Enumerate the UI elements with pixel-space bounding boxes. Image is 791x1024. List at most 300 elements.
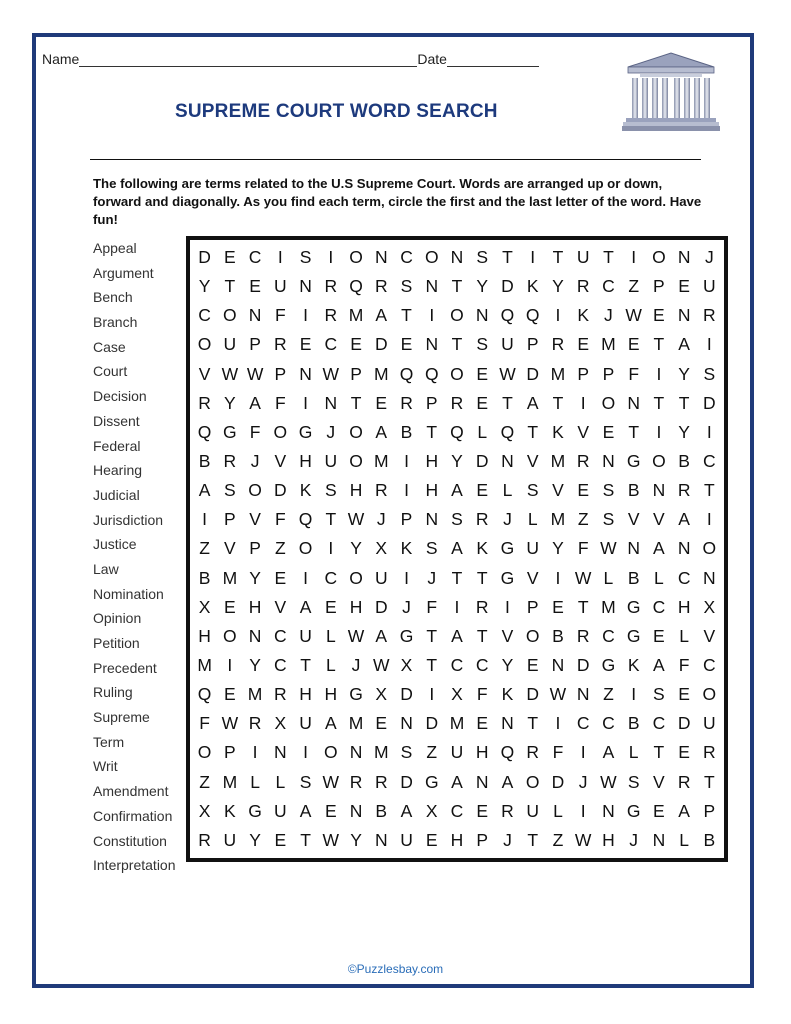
grid-letter[interactable]: X [400, 655, 413, 676]
grid-letter[interactable]: U [526, 538, 540, 559]
grid-letter[interactable]: G [626, 625, 641, 646]
grid-letter[interactable]: Q [525, 305, 540, 326]
grid-letter[interactable]: U [501, 334, 514, 355]
grid-letter[interactable]: L [654, 567, 664, 588]
grid-letter[interactable]: L [679, 829, 689, 850]
grid-letter[interactable]: U [703, 276, 716, 297]
grid-letter[interactable]: V [526, 567, 539, 588]
grid-letter[interactable]: A [400, 800, 413, 821]
grid-letter[interactable]: R [374, 480, 388, 501]
grid-letter[interactable]: M [601, 596, 616, 617]
grid-letter[interactable]: E [350, 334, 362, 355]
grid-letter[interactable]: E [602, 421, 615, 442]
grid-letter[interactable]: M [550, 451, 566, 472]
grid-letter[interactable]: D [703, 392, 716, 413]
grid-letter[interactable]: N [501, 451, 514, 472]
grid-letter[interactable]: X [198, 596, 211, 617]
grid-letter[interactable]: B [703, 829, 716, 850]
grid-letter[interactable]: R [450, 392, 464, 413]
grid-letter[interactable]: N [425, 276, 439, 297]
grid-letter[interactable]: I [277, 247, 283, 268]
grid-letter[interactable]: F [426, 596, 438, 617]
grid-letter[interactable]: I [303, 567, 308, 588]
grid-letter[interactable]: K [476, 538, 489, 559]
grid-letter[interactable]: W [322, 363, 340, 384]
grid-letter[interactable]: O [525, 771, 540, 792]
grid-letter[interactable]: Y [678, 363, 690, 384]
grid-letter[interactable]: A [653, 655, 665, 676]
grid-letter[interactable]: C [248, 247, 262, 268]
grid-letter[interactable]: A [375, 421, 388, 442]
grid-letter[interactable]: M [247, 684, 263, 705]
grid-letter[interactable]: D [400, 771, 413, 792]
grid-letter[interactable]: I [530, 247, 536, 268]
grid-letter[interactable]: V [653, 771, 665, 792]
grid-letter[interactable]: T [704, 771, 715, 792]
grid-letter[interactable]: T [653, 392, 665, 413]
grid-letter[interactable]: S [400, 742, 413, 763]
grid-letter[interactable]: R [198, 829, 211, 850]
grid-letter[interactable]: S [627, 771, 640, 792]
grid-letter[interactable]: N [248, 305, 262, 326]
grid-letter[interactable]: W [625, 305, 642, 326]
grid-letter[interactable]: N [425, 334, 439, 355]
grid-letter[interactable]: M [550, 509, 566, 530]
grid-letter[interactable]: H [198, 625, 211, 646]
grid-letter[interactable]: I [505, 596, 510, 617]
grid-letter[interactable]: C [274, 625, 287, 646]
grid-letter[interactable]: C [274, 655, 287, 676]
grid-letter[interactable]: P [526, 334, 539, 355]
grid-letter[interactable]: V [249, 509, 261, 530]
grid-letter[interactable]: W [221, 713, 239, 734]
grid-letter[interactable]: N [374, 829, 388, 850]
grid-letter[interactable]: S [476, 334, 489, 355]
grid-letter[interactable]: A [324, 713, 337, 734]
grid-letter[interactable]: N [652, 480, 666, 501]
grid-letter[interactable]: R [400, 392, 413, 413]
grid-letter[interactable]: G [626, 596, 641, 617]
grid-letter[interactable]: J [351, 655, 361, 676]
grid-letter[interactable]: R [349, 771, 363, 792]
grid-letter[interactable]: R [274, 684, 287, 705]
grid-letter[interactable]: J [578, 771, 588, 792]
grid-letter[interactable]: Q [197, 421, 212, 442]
grid-letter[interactable]: I [202, 509, 208, 530]
grid-letter[interactable]: R [677, 480, 691, 501]
grid-letter[interactable]: T [603, 247, 614, 268]
grid-letter[interactable]: C [324, 567, 338, 588]
grid-letter[interactable]: P [274, 363, 287, 384]
grid-letter[interactable]: Z [577, 509, 589, 530]
grid-letter[interactable]: U [223, 334, 237, 355]
grid-letter[interactable]: X [703, 596, 716, 617]
grid-letter[interactable]: R [501, 800, 514, 821]
grid-letter[interactable]: C [198, 305, 211, 326]
grid-letter[interactable]: W [549, 684, 567, 705]
grid-letter[interactable]: I [656, 421, 662, 442]
grid-letter[interactable]: C [602, 713, 615, 734]
grid-letter[interactable]: T [527, 829, 539, 850]
grid-letter[interactable]: S [703, 363, 716, 384]
grid-letter[interactable]: V [653, 509, 665, 530]
grid-letter[interactable]: B [198, 567, 211, 588]
grid-letter[interactable]: B [678, 451, 690, 472]
grid-letter[interactable]: S [526, 480, 539, 501]
grid-letter[interactable]: H [248, 596, 262, 617]
grid-letter[interactable]: N [627, 538, 640, 559]
grid-letter[interactable]: D [475, 451, 489, 472]
grid-letter[interactable]: F [577, 538, 589, 559]
grid-letter[interactable]: B [198, 451, 211, 472]
grid-letter[interactable]: M [449, 713, 465, 734]
grid-letter[interactable]: N [349, 742, 363, 763]
grid-letter[interactable]: W [221, 363, 239, 384]
grid-letter[interactable]: F [476, 684, 488, 705]
grid-letter[interactable]: E [526, 655, 539, 676]
grid-letter[interactable]: R [324, 276, 338, 297]
grid-letter[interactable]: G [298, 421, 313, 442]
grid-letter[interactable]: E [476, 800, 489, 821]
grid-letter[interactable]: C [652, 713, 666, 734]
grid-letter[interactable]: P [602, 363, 615, 384]
grid-letter[interactable]: W [373, 655, 390, 676]
grid-letter[interactable]: O [450, 363, 464, 384]
grid-letter[interactable]: T [426, 421, 438, 442]
grid-letter[interactable]: W [322, 771, 340, 792]
grid-letter[interactable]: D [374, 334, 388, 355]
grid-letter[interactable]: F [274, 305, 286, 326]
grid-letter[interactable]: R [703, 742, 716, 763]
date-field[interactable] [447, 54, 539, 67]
grid-letter[interactable]: V [274, 451, 287, 472]
grid-letter[interactable]: M [601, 334, 616, 355]
grid-letter[interactable]: V [526, 451, 539, 472]
grid-letter[interactable]: E [400, 334, 413, 355]
grid-letter[interactable]: Z [628, 276, 640, 297]
grid-letter[interactable]: B [375, 800, 388, 821]
grid-letter[interactable]: P [224, 509, 236, 530]
grid-letter[interactable]: R [576, 625, 590, 646]
grid-letter[interactable]: C [703, 451, 716, 472]
grid-letter[interactable]: J [604, 305, 613, 326]
grid-letter[interactable]: E [324, 800, 337, 821]
grid-letter[interactable]: L [553, 800, 563, 821]
grid-letter[interactable]: Y [249, 567, 261, 588]
grid-letter[interactable]: H [299, 451, 312, 472]
grid-letter[interactable]: A [678, 509, 690, 530]
grid-letter[interactable]: D [551, 771, 565, 792]
grid-letter[interactable]: K [552, 421, 564, 442]
grid-letter[interactable]: Q [424, 363, 439, 384]
grid-letter[interactable]: O [223, 305, 237, 326]
grid-letter[interactable]: Y [476, 276, 489, 297]
grid-letter[interactable]: Z [274, 538, 286, 559]
grid-letter[interactable]: T [451, 567, 463, 588]
grid-letter[interactable]: X [198, 800, 211, 821]
grid-letter[interactable]: J [503, 509, 512, 530]
grid-letter[interactable]: K [526, 276, 539, 297]
grid-letter[interactable]: R [526, 742, 540, 763]
grid-letter[interactable]: C [602, 276, 615, 297]
grid-letter[interactable]: A [451, 480, 463, 501]
grid-letter[interactable]: O [652, 247, 666, 268]
grid-letter[interactable]: I [429, 684, 435, 705]
grid-letter[interactable]: N [299, 363, 312, 384]
grid-letter[interactable]: R [677, 771, 691, 792]
grid-letter[interactable]: T [350, 392, 362, 413]
grid-letter[interactable]: T [653, 334, 665, 355]
grid-letter[interactable]: T [502, 247, 513, 268]
grid-letter[interactable]: L [275, 771, 286, 792]
grid-letter[interactable]: U [374, 567, 388, 588]
grid-letter[interactable]: O [197, 742, 212, 763]
grid-letter[interactable]: U [274, 276, 287, 297]
grid-letter[interactable]: A [678, 334, 690, 355]
grid-letter[interactable]: K [501, 684, 514, 705]
grid-letter[interactable]: E [375, 713, 388, 734]
grid-letter[interactable]: X [375, 684, 388, 705]
grid-letter[interactable]: W [574, 829, 592, 850]
grid-letter[interactable]: N [475, 305, 489, 326]
grid-letter[interactable]: E [224, 684, 236, 705]
grid-letter[interactable]: R [248, 713, 262, 734]
grid-letter[interactable]: W [600, 771, 617, 792]
grid-letter[interactable]: T [628, 421, 640, 442]
grid-letter[interactable]: N [576, 684, 590, 705]
grid-letter[interactable]: J [629, 829, 639, 850]
grid-letter[interactable]: M [550, 363, 566, 384]
grid-letter[interactable]: E [299, 334, 312, 355]
grid-letter[interactable]: C [450, 800, 464, 821]
grid-letter[interactable]: W [574, 567, 592, 588]
grid-letter[interactable]: B [627, 713, 640, 734]
grid-letter[interactable]: L [325, 625, 336, 646]
grid-letter[interactable]: P [526, 596, 539, 617]
grid-letter[interactable]: B [627, 567, 640, 588]
grid-letter[interactable]: T [224, 276, 236, 297]
grid-letter[interactable]: E [552, 596, 564, 617]
grid-letter[interactable]: J [250, 451, 260, 472]
grid-letter[interactable]: D [274, 480, 287, 501]
grid-letter[interactable]: F [274, 509, 286, 530]
grid-letter[interactable]: M [348, 713, 364, 734]
grid-letter[interactable]: I [404, 451, 409, 472]
grid-letter[interactable]: S [602, 480, 615, 501]
grid-letter[interactable]: O [298, 538, 313, 559]
grid-letter[interactable]: O [601, 392, 616, 413]
grid-letter[interactable]: U [450, 742, 464, 763]
grid-letter[interactable]: E [678, 276, 690, 297]
grid-letter[interactable]: E [324, 596, 337, 617]
grid-letter[interactable]: I [631, 247, 637, 268]
grid-letter[interactable]: Y [552, 276, 564, 297]
grid-letter[interactable]: N [551, 655, 565, 676]
grid-letter[interactable]: A [678, 800, 690, 821]
grid-letter[interactable]: R [475, 596, 489, 617]
grid-letter[interactable]: H [425, 480, 439, 501]
grid-letter[interactable]: Y [552, 538, 564, 559]
grid-letter[interactable]: D [526, 684, 540, 705]
grid-letter[interactable]: S [224, 480, 236, 501]
grid-letter[interactable]: T [502, 392, 513, 413]
grid-letter[interactable]: E [627, 334, 640, 355]
grid-letter[interactable]: H [425, 451, 439, 472]
grid-letter[interactable]: U [576, 247, 590, 268]
grid-letter[interactable]: N [400, 713, 413, 734]
grid-letter[interactable]: E [476, 713, 489, 734]
grid-letter[interactable]: E [678, 742, 690, 763]
grid-letter[interactable]: O [349, 247, 363, 268]
grid-letter[interactable]: O [652, 451, 666, 472]
grid-letter[interactable]: K [224, 800, 236, 821]
grid-letter[interactable]: N [475, 771, 489, 792]
grid-letter[interactable]: M [222, 771, 238, 792]
grid-letter[interactable]: I [227, 655, 233, 676]
grid-letter[interactable]: A [249, 392, 261, 413]
grid-letter[interactable]: S [476, 247, 489, 268]
grid-letter[interactable]: T [426, 625, 438, 646]
grid-letter[interactable]: Q [349, 276, 363, 297]
grid-letter[interactable]: I [328, 247, 334, 268]
grid-letter[interactable]: A [653, 538, 665, 559]
grid-letter[interactable]: R [198, 392, 211, 413]
grid-letter[interactable]: F [199, 713, 210, 734]
grid-letter[interactable]: E [375, 392, 388, 413]
grid-letter[interactable]: V [501, 625, 514, 646]
grid-letter[interactable]: E [653, 305, 665, 326]
grid-letter[interactable]: L [679, 625, 689, 646]
grid-letter[interactable]: U [400, 829, 413, 850]
grid-letter[interactable]: G [223, 421, 237, 442]
grid-letter[interactable]: P [653, 276, 665, 297]
grid-letter[interactable]: C [652, 596, 666, 617]
grid-letter[interactable]: I [555, 713, 561, 734]
grid-letter[interactable]: T [704, 480, 715, 501]
grid-letter[interactable]: W [322, 829, 340, 850]
grid-letter[interactable]: S [299, 247, 312, 268]
grid-letter[interactable]: A [526, 392, 539, 413]
grid-letter[interactable]: X [425, 800, 438, 821]
grid-letter[interactable]: S [602, 509, 615, 530]
grid-letter[interactable]: L [502, 480, 513, 501]
grid-letter[interactable]: R [324, 305, 338, 326]
grid-letter[interactable]: H [475, 742, 489, 763]
grid-letter[interactable]: B [627, 480, 640, 501]
grid-letter[interactable]: E [476, 363, 489, 384]
grid-letter[interactable]: T [300, 655, 311, 676]
grid-letter[interactable]: L [603, 567, 614, 588]
grid-letter[interactable]: I [706, 509, 712, 530]
grid-letter[interactable]: O [273, 421, 288, 442]
grid-letter[interactable]: N [677, 538, 691, 559]
grid-letter[interactable]: T [678, 392, 690, 413]
grid-letter[interactable]: Z [552, 829, 564, 850]
grid-letter[interactable]: N [248, 625, 262, 646]
grid-letter[interactable]: T [552, 392, 564, 413]
grid-letter[interactable]: F [249, 421, 261, 442]
grid-letter[interactable]: N [324, 392, 338, 413]
grid-letter[interactable]: J [704, 247, 714, 268]
grid-letter[interactable]: G [601, 655, 616, 676]
grid-letter[interactable]: F [628, 363, 640, 384]
grid-letter[interactable]: L [628, 742, 639, 763]
grid-letter[interactable]: O [223, 625, 237, 646]
grid-letter[interactable]: J [427, 567, 437, 588]
grid-letter[interactable]: A [198, 480, 211, 501]
grid-letter[interactable]: D [400, 684, 413, 705]
grid-letter[interactable]: Y [501, 655, 514, 676]
grid-letter[interactable]: N [677, 305, 691, 326]
grid-letter[interactable]: O [248, 480, 262, 501]
grid-letter[interactable]: N [602, 451, 615, 472]
grid-letter[interactable]: A [451, 625, 463, 646]
grid-letter[interactable]: G [248, 800, 262, 821]
grid-letter[interactable]: E [577, 480, 590, 501]
grid-letter[interactable]: H [324, 684, 338, 705]
grid-letter[interactable]: M [348, 305, 364, 326]
grid-letter[interactable]: K [400, 538, 413, 559]
grid-letter[interactable]: G [424, 771, 439, 792]
grid-letter[interactable]: Z [603, 684, 614, 705]
grid-letter[interactable]: V [577, 421, 590, 442]
grid-letter[interactable]: O [349, 421, 363, 442]
grid-letter[interactable]: S [400, 276, 413, 297]
grid-letter[interactable]: O [450, 305, 464, 326]
grid-letter[interactable]: N [677, 247, 691, 268]
grid-letter[interactable]: C [602, 625, 615, 646]
grid-letter[interactable]: N [703, 567, 716, 588]
grid-letter[interactable]: W [600, 538, 617, 559]
grid-letter[interactable]: T [552, 247, 564, 268]
grid-letter[interactable]: H [349, 596, 363, 617]
grid-letter[interactable]: C [450, 655, 464, 676]
grid-letter[interactable]: W [347, 625, 365, 646]
grid-letter[interactable]: E [224, 247, 236, 268]
grid-letter[interactable]: A [501, 771, 514, 792]
grid-letter[interactable]: O [349, 567, 363, 588]
grid-letter[interactable]: T [426, 655, 438, 676]
grid-letter[interactable]: L [477, 421, 488, 442]
grid-letter[interactable]: N [501, 713, 514, 734]
grid-letter[interactable]: A [375, 305, 388, 326]
grid-letter[interactable]: E [274, 829, 287, 850]
grid-letter[interactable]: W [246, 363, 264, 384]
grid-letter[interactable]: E [249, 276, 261, 297]
grid-letter[interactable]: C [703, 655, 716, 676]
grid-letter[interactable]: O [525, 625, 540, 646]
grid-letter[interactable]: R [551, 334, 565, 355]
grid-letter[interactable]: I [252, 742, 258, 763]
grid-letter[interactable]: E [224, 596, 236, 617]
grid-letter[interactable]: O [197, 334, 212, 355]
name-field[interactable] [79, 54, 417, 67]
grid-letter[interactable]: I [580, 742, 586, 763]
grid-letter[interactable]: I [303, 305, 308, 326]
grid-letter[interactable]: P [249, 334, 261, 355]
grid-letter[interactable]: U [526, 800, 540, 821]
grid-letter[interactable]: S [425, 538, 438, 559]
grid-letter[interactable]: P [577, 363, 590, 384]
grid-letter[interactable]: E [653, 800, 665, 821]
grid-letter[interactable]: T [577, 596, 589, 617]
grid-letter[interactable]: M [373, 451, 389, 472]
grid-letter[interactable]: S [324, 480, 337, 501]
grid-letter[interactable]: A [299, 596, 312, 617]
grid-letter[interactable]: I [580, 800, 586, 821]
grid-letter[interactable]: P [224, 742, 236, 763]
grid-letter[interactable]: V [224, 538, 236, 559]
